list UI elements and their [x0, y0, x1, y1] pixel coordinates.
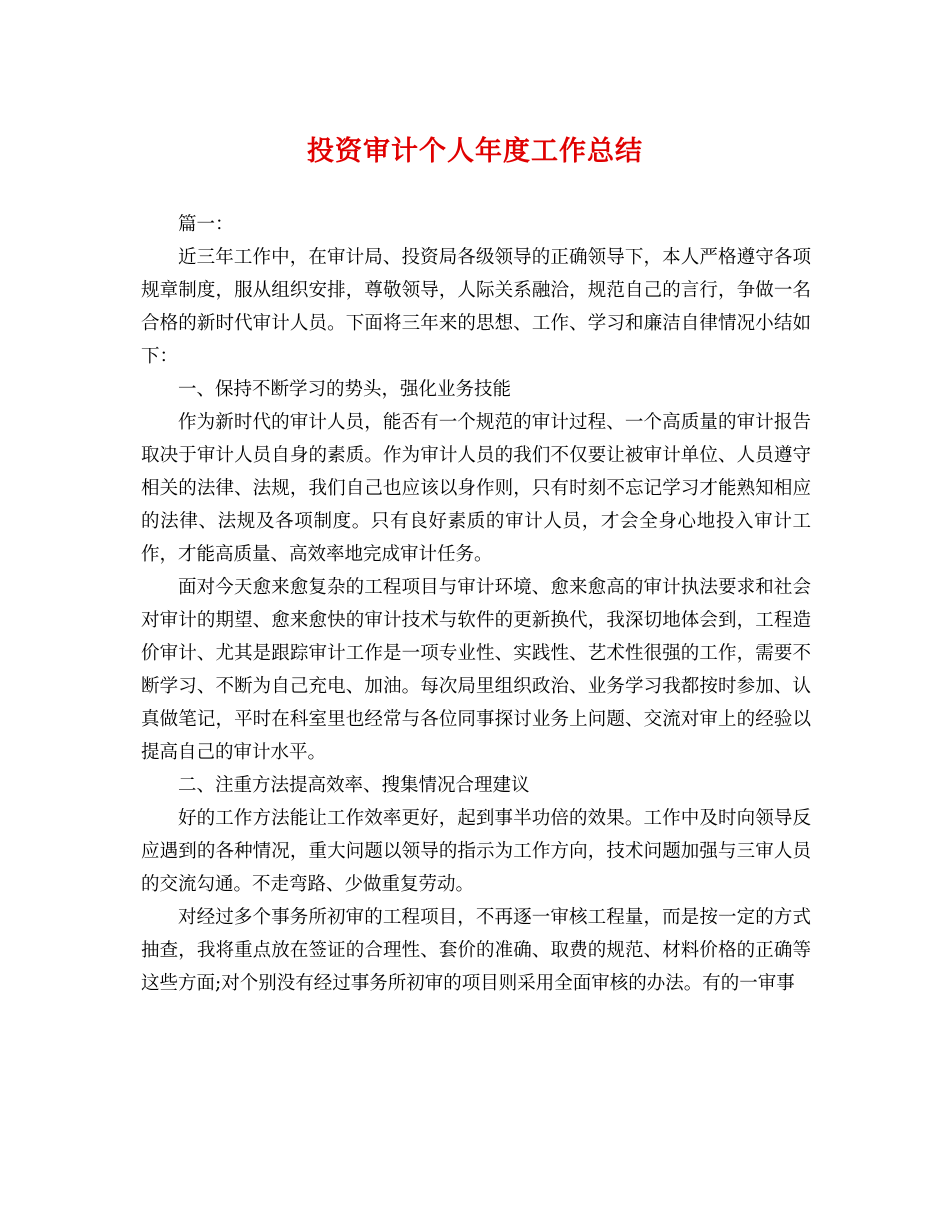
paragraph-learning: 作为新时代的审计人员，能否有一个规范的审计过程、一个高质量的审计报告取决于审计人员自身的素质。作为审计人员的我们不仅要让被审计单位、人员遵守相关的法律、法规，我们自己也应该以身作则，只有时刻不忘记学习才能熟知相应的法律、法规及各项制度。只有良好素质的审计人员，才会全身心地投入审计工作，才能高质量、高效率地完成审计任务。 — [141, 412, 811, 565]
heading-section-two: 二、注重方法提高效率、搜集情况合理建议 — [178, 775, 530, 796]
paragraph-sampling: 对经过多个事务所初审的工程项目，不再逐一审核工程量，而是按一定的方式抽查，我将重点放在签证的合理性、套价的准确、取费的规范、材料价格的正确等这些方面;对个别没有经过事务所初审的项目则采用全面审核的办法。有的一审事 — [141, 907, 811, 994]
heading-section-one: 一、保持不断学习的势头，强化业务技能 — [178, 379, 512, 400]
paragraph-intro: 近三年工作中，在审计局、投资局各级领导的正确领导下，本人严格遵守各项规章制度，服从组织安排，尊敬领导，人际关系融洽，规范自己的言行，争做一名合格的新时代审计人员。下面将三年来的思想、工作、学习和廉洁自律情况小结如下： — [141, 247, 811, 367]
paragraph-section-label: 篇一： — [178, 214, 234, 235]
document-title: 投资审计个人年度工作总结 — [307, 136, 643, 167]
document-body — [141, 208, 811, 1000]
paragraph-method: 好的工作方法能让工作效率更好，起到事半功倍的效果。工作中及时向领导反应遇到的各种情况，重大问题以领导的指示为工作方向，技术问题加强与三审人员的交流勾通。不走弯路、少做重复劳动。 — [141, 808, 811, 895]
paragraph-environment: 面对今天愈来愈复杂的工程项目与审计环境、愈来愈高的审计执法要求和社会对审计的期望、愈来愈快的审计技术与软件的更新换代，我深切地体会到，工程造价审计、尤其是跟踪审计工作是一项专业性、实践性、艺术性很强的工作，需要不断学习、不断为自己充电、加油。每次局里组织政治、业务学习我都按时参加、认真做笔记，平时在科室里也经常与各位同事探讨业务上问题、交流对审上的经验以提高自己的审计水平。 — [141, 577, 811, 763]
